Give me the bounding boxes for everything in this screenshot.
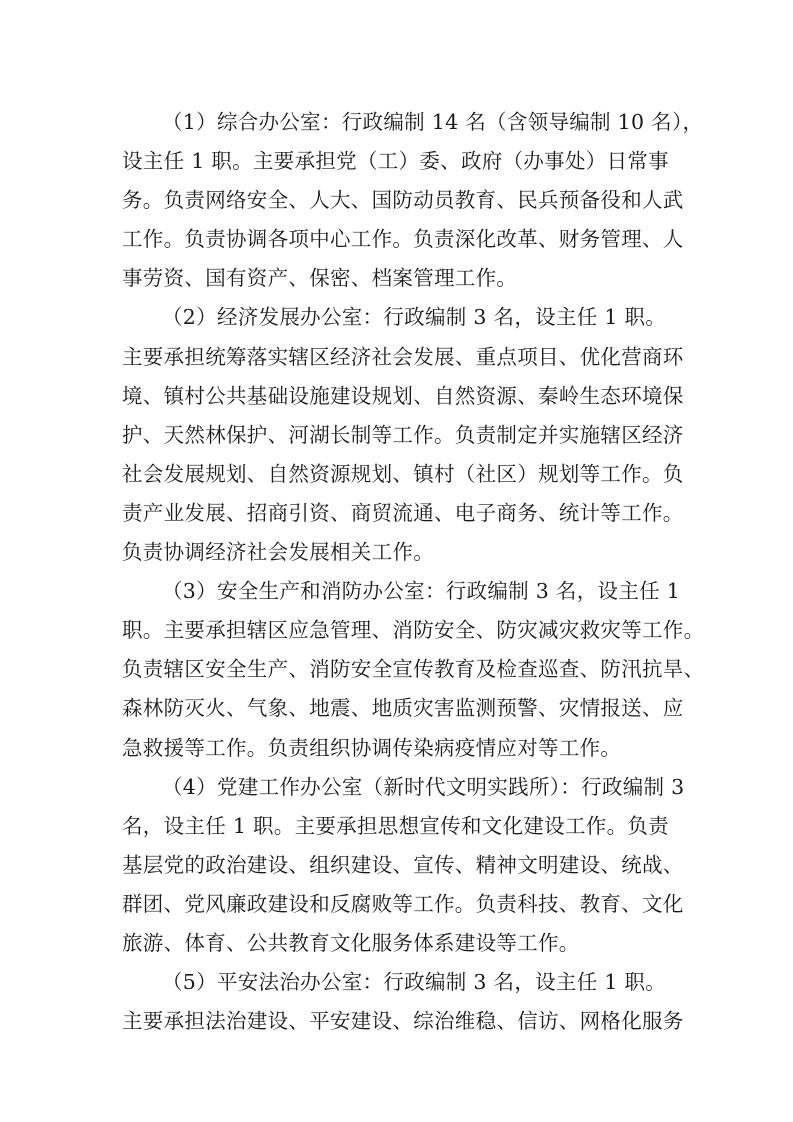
- text-line: 森林防灭火、气象、地震、地质灾害监测预警、灾情报送、应: [122, 696, 684, 721]
- text-line: 设主任 1 职。主要承担党（工）委、政府（办事处）日常事: [122, 149, 669, 174]
- text-line: 社会发展规划、自然资源规划、镇村（社区）规划等工作。负: [122, 461, 684, 486]
- text-line: 事劳资、国有资产、保密、档案管理工作。: [122, 266, 518, 291]
- paragraph-party-building-office: [122, 768, 685, 963]
- text-line: （1）综合办公室：行政编制 14 名（含领导编制 10 名），: [162, 110, 704, 134]
- document-body: [122, 103, 705, 1041]
- text-line: （4）党建工作办公室（新时代文明实践所）：行政编制 3: [162, 774, 685, 799]
- text-line: 主要承担统筹落实辖区经济社会发展、重点项目、优化营商环: [122, 344, 684, 369]
- text-line: 责产业发展、招商引资、商贸流通、电子商务、统计等工作。: [122, 500, 684, 525]
- text-line: 群团、党风廉政建设和反腐败等工作。负责科技、教育、文化: [122, 891, 684, 916]
- text-line: 护、天然林保护、河湖长制等工作。负责制定并实施辖区经济: [122, 422, 684, 447]
- text-line: （2）经济发展办公室：行政编制 3 名，设主任 1 职。: [162, 305, 667, 330]
- text-line: 境、镇村公共基础设施建设规划、自然资源、秦岭生态环境保: [122, 383, 684, 408]
- text-line: 工作。负责协调各项中心工作。负责深化改革、财务管理、人: [122, 227, 684, 252]
- text-line: 主要承担法治建设、平安建设、综治维稳、信访、网格化服务: [122, 1009, 684, 1034]
- paragraph-safety-office: [122, 572, 705, 767]
- text-line: 基层党的政治建设、组织建设、宣传、精神文明建设、统战、: [122, 852, 684, 877]
- text-line: 名，设主任 1 职。主要承担思想宣传和文化建设工作。负责: [122, 813, 669, 838]
- paragraph-economic-office: [122, 298, 684, 572]
- text-line: 负责辖区安全生产、消防安全宣传教育及检查巡查、防汛抗旱、: [122, 657, 705, 682]
- paragraph-rule-of-law-office: [122, 963, 684, 1041]
- text-line: 旅游、体育、公共教育文化服务体系建设等工作。: [122, 930, 580, 955]
- text-line: 急救援等工作。负责组织协调传染病疫情应对等工作。: [122, 735, 622, 760]
- text-line: 负责协调经济社会发展相关工作。: [122, 540, 434, 565]
- text-line: 职。主要承担辖区应急管理、消防安全、防灾减灾救灾等工作。: [122, 618, 705, 643]
- text-line: （5）平安法治办公室：行政编制 3 名，设主任 1 职。: [162, 970, 667, 995]
- text-line: 务。负责网络安全、人大、国防动员教育、民兵预备役和人武: [122, 188, 684, 213]
- text-line: （3）安全生产和消防办公室：行政编制 3 名，设主任 1: [162, 579, 681, 604]
- paragraph-comprehensive-office: [122, 103, 704, 298]
